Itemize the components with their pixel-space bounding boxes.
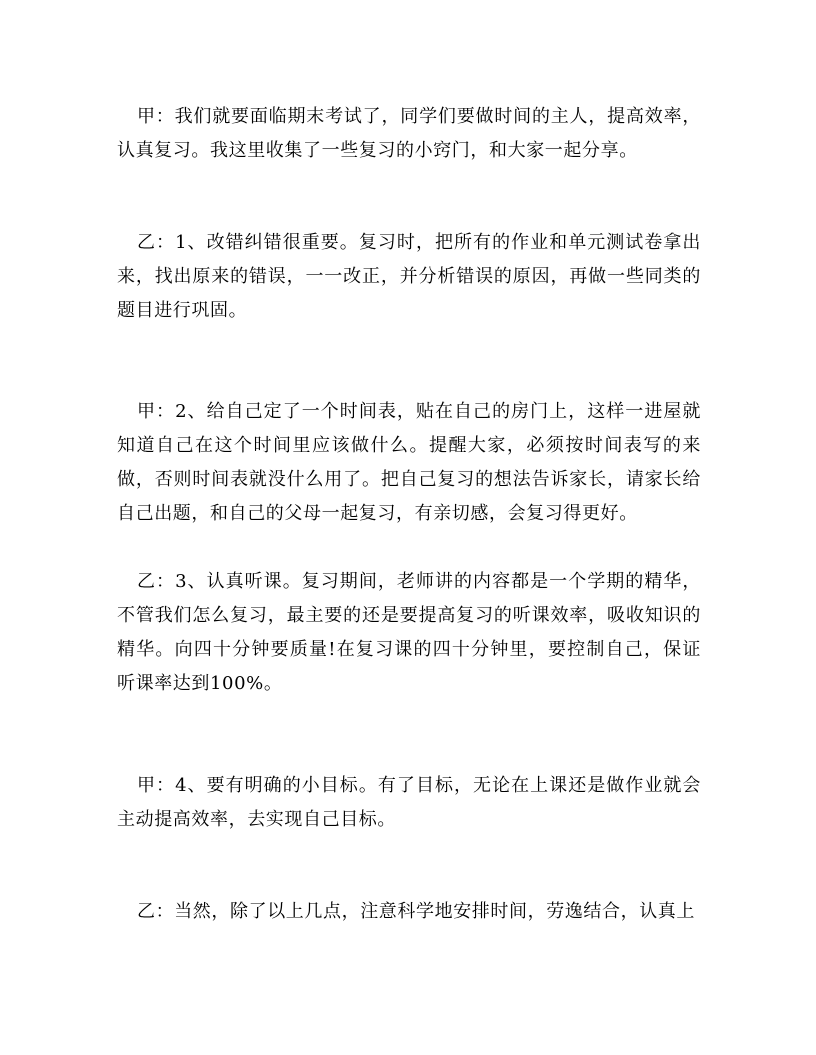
paragraph-6: 乙：当然，除了以上几点，注意科学地安排时间，劳逸结合，认真上 [137,901,695,922]
paragraph-1: 甲：我们就要面临期末考试了，同学们要做时间的主人，提高效率，认真复习。我这里收集了一些复习的小窍门，和大家一起分享。 [117,106,701,161]
paragraph-3: 甲：2、给自己定了一个时间表，贴在自己的房门上，这样一进屋就知道自己在这个时间里应该做什么。提醒大家，必须按时间表写的来做，否则时间表就没什么用了。把自己复习的想法告诉家长，请家长给自己出题，和自己的父母一起复习，有亲切感，会复习得更好。 [117,401,701,524]
paragraph-2: 乙：1、改错纠错很重要。复习时，把所有的作业和单元测试卷拿出来，找出原来的错误，一一改正，并分析错误的原因，再做一些同类的题目进行巩固。 [117,232,701,321]
paragraph-4: 乙：3、认真听课。复习期间，老师讲的内容都是一个学期的精华，不管我们怎么复习，最主要的还是要提高复习的听课效率，吸收知识的精华。向四十分钟要质量!在复习课的四十分钟里，要控制自己，保证听课率达到100%。 [117,571,701,694]
paragraph-5: 甲：4、要有明确的小目标。有了目标，无论在上课还是做作业就会主动提高效率，去实现自己目标。 [117,775,701,830]
